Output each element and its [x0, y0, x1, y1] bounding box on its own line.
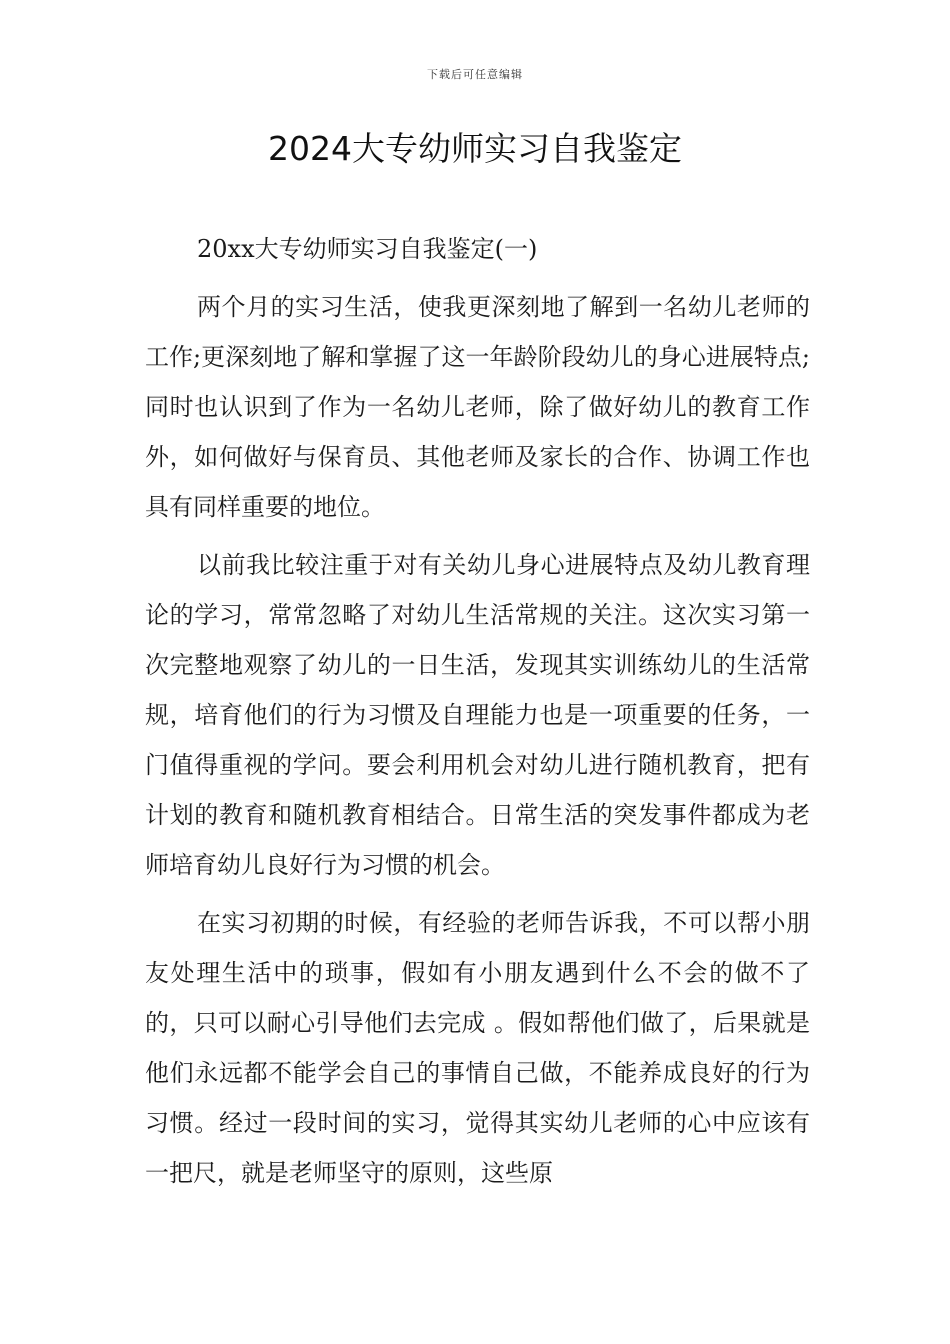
document-body [145, 224, 810, 1198]
document-title: 2024大专幼师实习自我鉴定 [268, 129, 682, 168]
header-note: 下载后可任意编辑 [427, 68, 523, 81]
section-heading: 20xx大专幼师实习自我鉴定(一) [197, 235, 538, 263]
paragraph-3: 在实习初期的时候，有经验的老师告诉我，不可以帮小朋友处理生活中的琐事，假如有小朋友遇到什么不会的做不了的，只可以耐心引导他们去完成 。假如帮他们做了，后果就是他们永远都不能学会自己的事情自己做，不能养成良好的行为习惯。经过一段时间的实习，觉得其实幼儿老师的心中应该有一把尺，就是老师坚守的原则，这些原 [145, 909, 810, 1187]
paragraph-2: 以前我比较注重于对有关幼儿身心进展特点及幼儿教育理论的学习，常常忽略了对幼儿生活常规的关注。这次实习第一次完整地观察了幼儿的一日生活，发现其实训练幼儿的生活常规，培育他们的行为习惯及自理能力也是一项重要的任务，一门值得重视的学问。要会利用机会对幼儿进行随机教育，把有计划的教育和随机教育相结合。日常生活的突发事件都成为老师培育幼儿良好行为习惯的机会。 [145, 551, 810, 879]
paragraph-1: 两个月的实习生活，使我更深刻地了解到一名幼儿老师的工作;更深刻地了解和掌握了这一年龄阶段幼儿的身心进展特点;同时也认识到了作为一名幼儿老师，除了做好幼儿的教育工作外，如何做好与保育员、其他老师及家长的合作、协调工作也具有同样重要的地位。 [145, 293, 810, 521]
